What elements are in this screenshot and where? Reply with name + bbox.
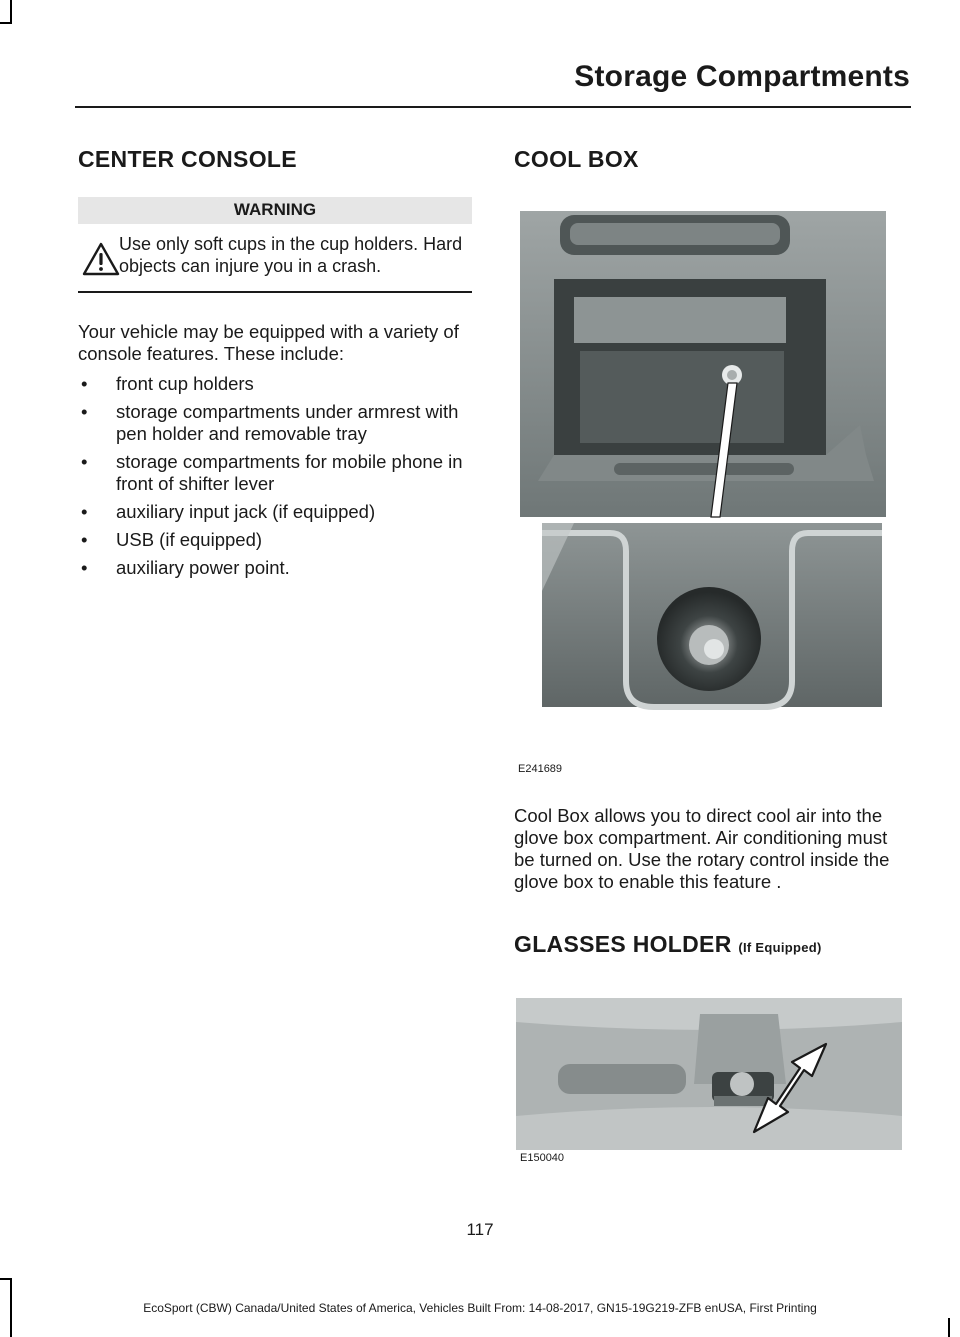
crop-mark [10,0,12,22]
crop-mark [0,22,12,24]
page-title: Storage Compartments [574,60,910,93]
bullet: • [81,373,88,394]
cool-box-heading: COOL BOX [514,146,639,172]
bullet: • [81,451,88,472]
glasses-holder-illustration [514,998,906,1150]
list-item-text: auxiliary power point. [116,557,290,578]
list-item [78,557,472,579]
list-item [78,529,472,551]
list-item [78,401,472,445]
cool-box-text: Cool Box allows you to direct cool air into the glove box compartment. Air conditioning must be turned on. Use the rotary control inside the glove box to enable this feature . [514,805,890,892]
feature-list [78,373,472,579]
console-intro: Your vehicle may be equipped with a variety of console features. These include: [78,321,459,364]
list-item-text: USB (if equipped) [116,529,263,550]
figure-code: E150040 [520,1152,565,1164]
list-item-text: auxiliary input jack (if equipped) [116,501,376,522]
list-item [78,373,472,395]
list-item-text: storage compartments under armrest with pen holder and removable tray [116,401,459,444]
glove-box-illustration [514,211,906,779]
list-item [78,451,472,495]
left-column [78,146,472,579]
cool-box-figure [514,211,906,779]
bullet: • [81,501,88,522]
bullet: • [81,557,88,578]
figure-code: E241689 [518,763,563,775]
list-item-text: front cup holders [116,373,254,394]
footer-text: EcoSport (CBW) Canada/United States of America, Vehicles Built From: 14-08-2017, GN15-19G219-ZFB enUSA, First Printing [143,1301,817,1315]
crop-mark [0,1278,12,1280]
glasses-holder-heading [514,931,906,958]
right-column [514,146,906,1168]
bullet: • [81,529,88,550]
bullet: • [81,401,88,422]
warning-box [78,224,472,293]
list-item [78,501,472,523]
double-arrow-icon [748,1040,832,1136]
glasses-holder-title: GLASSES HOLDER [514,931,732,957]
list-item-text: storage compartments for mobile phone in front of shifter lever [116,451,463,494]
header-rule [75,106,911,108]
warning-triangle-icon [82,242,120,276]
glasses-holder-figure [514,998,906,1168]
warning-label: WARNING [78,197,472,224]
warning-text: Use only soft cups in the cup holders. Hard objects can injure you in a crash. [119,234,463,276]
page-number: 117 [466,1220,494,1239]
if-equipped-qualifier: (If Equipped) [738,940,822,955]
center-console-heading: CENTER CONSOLE [78,146,297,172]
crop-mark [948,1318,950,1337]
